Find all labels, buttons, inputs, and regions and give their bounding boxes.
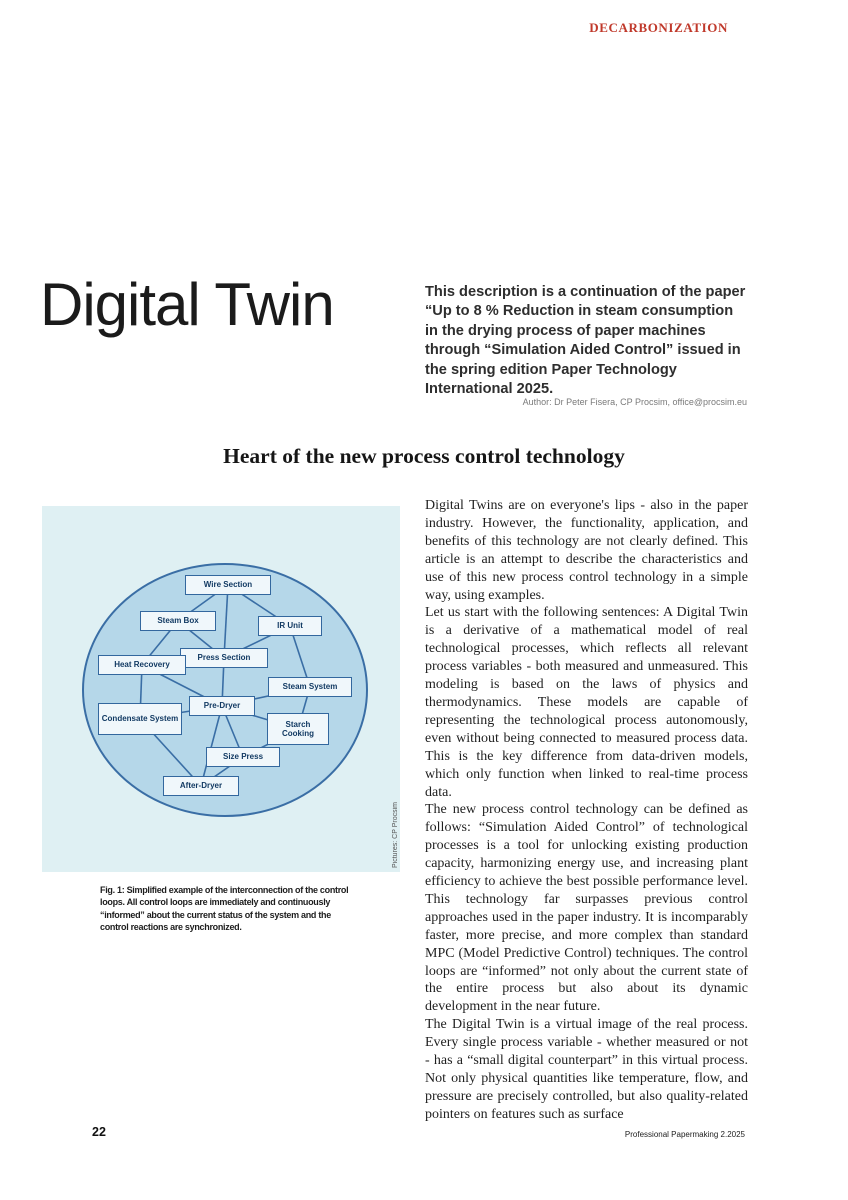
- diagram-node-heat-recovery: Heat Recovery: [98, 655, 186, 675]
- page-number: 22: [92, 1125, 106, 1139]
- article-body: [425, 497, 748, 1124]
- diagram-node-press-section: Press Section: [180, 648, 268, 668]
- article-title: Digital Twin: [40, 271, 334, 338]
- diagram-node-size-press: Size Press: [206, 747, 280, 767]
- diagram-node-wire-section: Wire Section: [185, 575, 271, 595]
- journal-footer: Professional Papermaking 2.2025: [624, 1130, 745, 1139]
- diagram-node-pre-dryer: Pre-Dryer: [189, 696, 255, 716]
- article-paragraph: The new process control technology can be defined as follows: “Simulation Aided Control” of technological processes is a tool for unlocking existing production capacity, harmonizing energy use, and increasing plant efficiency to achieve the best possible performance level. This technology far surpasses previous control approaches used in the paper industry. It is incomparably faster, more precise, and more complex than standard MPC (Model Predictive Control) techniques. The control loops are “informed” not only about the current state of the entire process but also about its dynamic development in the near future.: [425, 802, 748, 1015]
- article-paragraph: Let us start with the following sentences: A Digital Twin is a derivative of a mathematical model of real technological processes, which reflects all relevant process variables - both measured and unmeasured. This modeling is based on the laws of physics and thermodynamics. These models are capable of representing the technological process autonomously, even without being connected to measured process data. This is the key difference from data-driven models, which only function when linked to real-time process data.: [425, 605, 748, 800]
- author-line: Author: Dr Peter Fisera, CP Procsim, office@procsim.eu: [522, 397, 747, 407]
- picture-credit: Pictures: CP Procsim: [392, 802, 399, 868]
- article-intro: This description is a continuation of the paper “Up to 8 % Reduction in steam consumption in the drying process of paper machines through “Simulation Aided Control” issued in the spring edition Paper Technology International 2025.: [425, 284, 746, 398]
- diagram-node-condensate-system: Condensate System: [98, 703, 182, 735]
- diagram-node-starch-cooking: Starch Cooking: [267, 713, 329, 745]
- article-paragraph: Digital Twins are on everyone's lips - also in the paper industry. However, the functionality, application, and benefits of this technology are not clearly defined. This article is an attempt to describe the characteristics and use of this new process control technology in a simple way, using examples.: [425, 498, 748, 603]
- section-kicker: DECARBONIZATION: [589, 20, 728, 35]
- diagram-node-steam-box: Steam Box: [140, 611, 216, 631]
- diagram-node-ir-unit: IR Unit: [258, 616, 322, 636]
- diagram-node-steam-system: Steam System: [268, 677, 352, 697]
- section-heading: Heart of the new process control technology: [223, 444, 625, 468]
- figure-1: [42, 506, 400, 872]
- diagram-node-after-dryer: After-Dryer: [163, 776, 239, 796]
- article-paragraph: The Digital Twin is a virtual image of the real process. Every single process variable - whether measured or not - has a “small digital counterpart” in this virtual process. Not only physical quantities like temperature, flow, and pressure are precisely controlled, but also quality-related pointers on features such as surface: [425, 1017, 748, 1122]
- figure-caption: Fig. 1: Simplified example of the interconnection of the control loops. All control loops are immediately and continuously “informed” about the current status of the system and the control reactions are synchronized.: [100, 885, 349, 933]
